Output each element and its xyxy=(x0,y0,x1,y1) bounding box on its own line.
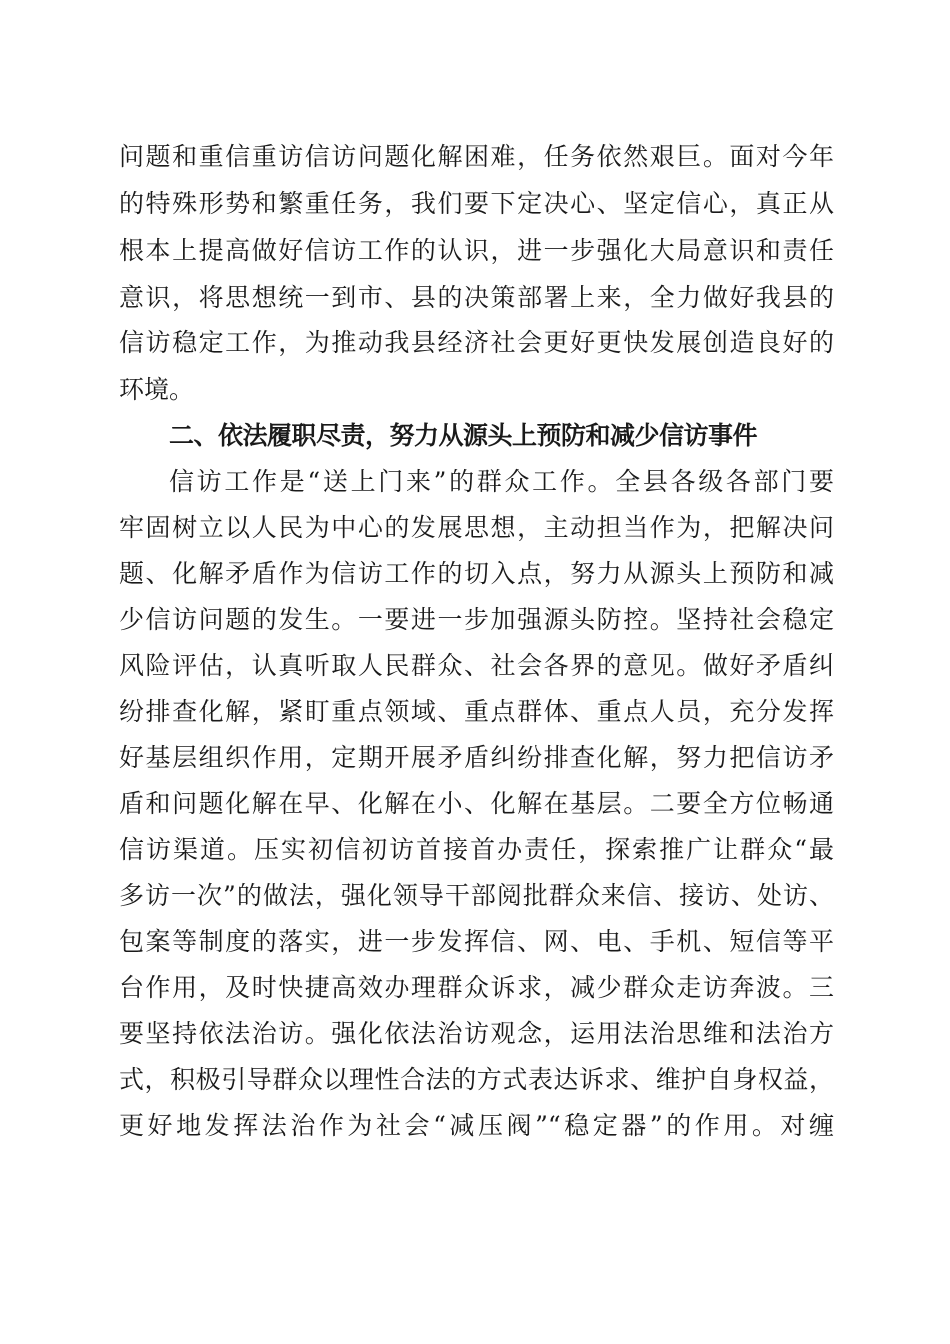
paragraph-2-line-13: 要坚持依法治访。强化依法治访观念，运用法治思维和法治方 xyxy=(119,1019,834,1048)
paragraph-2-line-7: 好基层组织作用，定期开展矛盾纠纷排查化解，努力把信访矛 xyxy=(119,743,834,772)
paragraph-2-line-1: 信访工作是“送上门来”的群众工作。全县各级各部门要 xyxy=(169,467,834,496)
paragraph-2-line-4: 少信访问题的发生。一要进一步加强源头防控。坚持社会稳定 xyxy=(119,605,834,634)
paragraph-2-line-8: 盾和问题化解在早、化解在小、化解在基层。二要全方位畅通 xyxy=(119,789,834,818)
paragraph-2-line-11: 包案等制度的落实，进一步发挥信、网、电、手机、短信等平 xyxy=(119,927,834,956)
paragraph-1-line-5: 信访稳定工作，为推动我县经济社会更好更快发展创造良好的 xyxy=(119,328,834,357)
paragraph-2-line-15: 更好地发挥法治作为社会“减压阀”“稳定器”的作用。对缠 xyxy=(119,1111,834,1140)
paragraph-1-line-4: 意识，将思想统一到市、县的决策部署上来，全力做好我县的 xyxy=(119,283,834,312)
paragraph-2-line-9: 信访渠道。压实初信初访首接首办责任，探索推广让群众“最 xyxy=(119,835,834,864)
paragraph-1-line-3: 根本上提高做好信访工作的认识，进一步强化大局意识和责任 xyxy=(119,236,834,265)
paragraph-2-line-10: 多访一次”的做法，强化领导干部阅批群众来信、接访、处访、 xyxy=(119,881,834,910)
paragraph-1-line-6: 环境。 xyxy=(119,375,195,404)
paragraph-2-line-2: 牢固树立以人民为中心的发展思想，主动担当作为，把解决问 xyxy=(119,513,834,542)
paragraph-1-line-2: 的特殊形势和繁重任务，我们要下定决心、坚定信心，真正从 xyxy=(119,189,834,218)
paragraph-2-line-3: 题、化解矛盾作为信访工作的切入点，努力从源头上预防和减 xyxy=(119,559,834,588)
paragraph-2-line-14: 式，积极引导群众以理性合法的方式表达诉求、维护自身权益， xyxy=(119,1065,834,1094)
paragraph-2-line-6: 纷排查化解，紧盯重点领域、重点群体、重点人员，充分发挥 xyxy=(119,697,834,726)
paragraph-1-line-1: 问题和重信重访信访问题化解困难，任务依然艰巨。面对今年 xyxy=(119,142,834,171)
section-heading: 二、依法履职尽责，努力从源头上预防和减少信访事件 xyxy=(169,421,758,450)
paragraph-2-line-5: 风险评估，认真听取人民群众、社会各界的意见。做好矛盾纠 xyxy=(119,651,834,680)
paragraph-2-line-12: 台作用，及时快捷高效办理群众诉求，减少群众走访奔波。三 xyxy=(119,973,834,1002)
